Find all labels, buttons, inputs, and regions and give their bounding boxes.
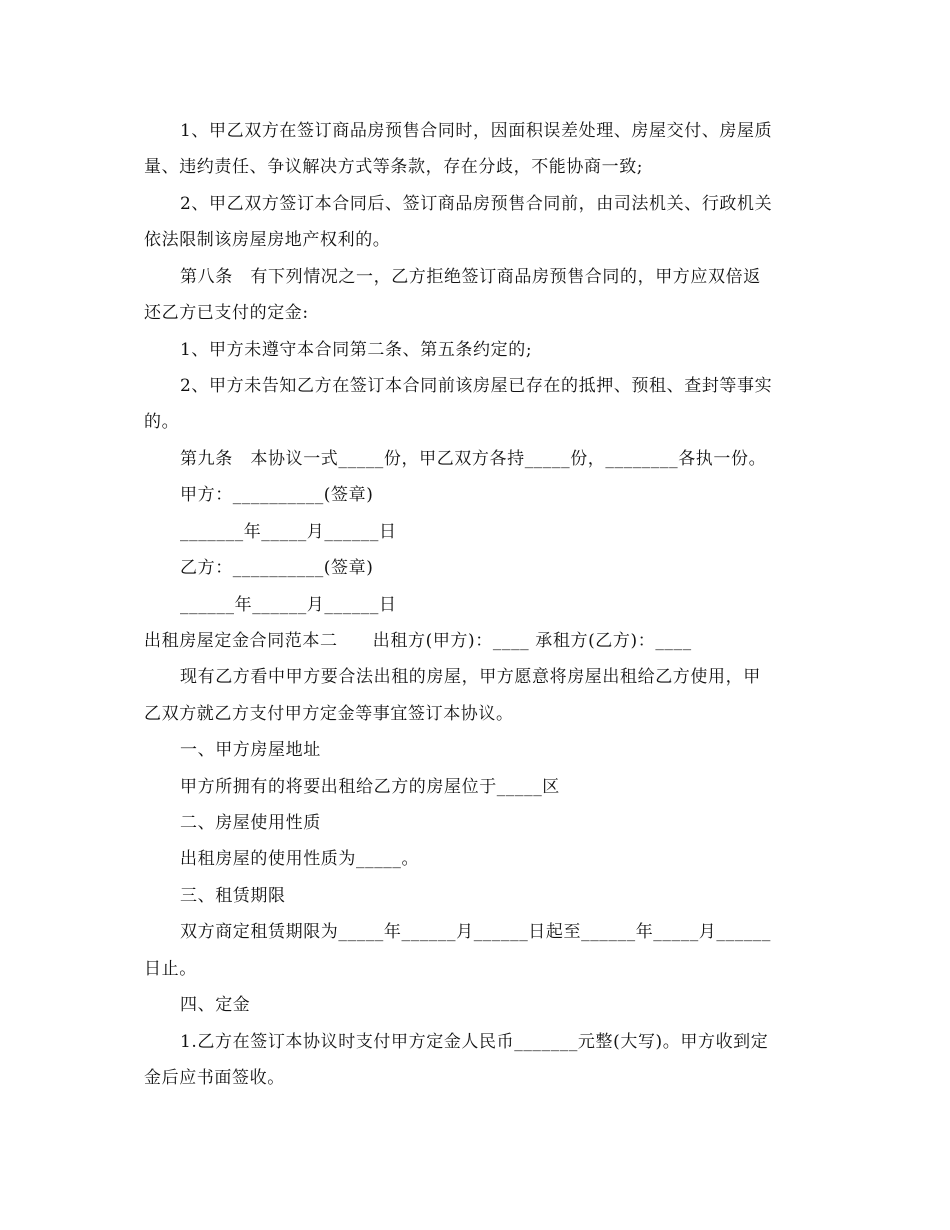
signature-line-party-b: 乙方：__________(签章) xyxy=(180,558,374,578)
paragraph-line: 甲方所拥有的将要出租给乙方的房屋位于_____区 xyxy=(180,777,560,797)
date-line: _______年_____月______日 xyxy=(180,522,397,542)
paragraph-line: 2、甲乙双方签订本合同后、签订商品房预售合同前，由司法机关、行政机关 xyxy=(180,194,773,214)
section-heading: 三、租赁期限 xyxy=(180,886,286,906)
section-heading: 一、甲方房屋地址 xyxy=(180,740,321,760)
section-heading: 二、房屋使用性质 xyxy=(180,813,321,833)
paragraph-line: 2、甲方未告知乙方在签订本合同前该房屋已存在的抵押、预租、查封等事实 xyxy=(180,376,773,396)
paragraph-line: 金后应书面签收。 xyxy=(144,1068,285,1088)
paragraph-line: 双方商定租赁期限为_____年______月______日起至______年_____月______ xyxy=(180,922,771,942)
paragraph-line: 还乙方已支付的定金: xyxy=(144,303,309,323)
paragraph-line: 1.乙方在签订本协议时支付甲方定金人民币_______元整(大写)。甲方收到定 xyxy=(180,1032,769,1052)
paragraph-line: 量、违约责任、争议解决方式等条款，存在分歧，不能协商一致; xyxy=(144,157,644,177)
paragraph-line: 现有乙方看中甲方要合法出租的房屋，甲方愿意将房屋出租给乙方使用，甲 xyxy=(180,667,761,687)
paragraph-line: 的。 xyxy=(144,412,180,432)
signature-line-party-a: 甲方：__________(签章) xyxy=(180,485,374,505)
paragraph-line: 1、甲方未遵守本合同第二条、第五条约定的; xyxy=(180,340,533,360)
section-title-line: 出租房屋定金合同范本二 出租方(甲方)：____ 承租方(乙方)：____ xyxy=(144,631,692,651)
paragraph-line: 1、甲乙双方在签订商品房预售合同时，因面积误差处理、房屋交付、房屋质 xyxy=(180,121,773,141)
date-line: ______年______月______日 xyxy=(180,595,397,615)
paragraph-line: 日止。 xyxy=(144,959,197,979)
article-heading-line: 第八条 有下列情况之一，乙方拒绝签订商品房预售合同的，甲方应双倍返 xyxy=(180,267,761,287)
paragraph-line: 乙双方就乙方支付甲方定金等事宜签订本协议。 xyxy=(144,704,514,724)
paragraph-line: 依法限制该房屋房地产权利的。 xyxy=(144,230,391,250)
paragraph-line: 出租房屋的使用性质为_____。 xyxy=(180,849,420,869)
article-heading-line: 第九条 本协议一式_____份，甲乙双方各持_____份，________各执一份。 xyxy=(180,449,767,469)
section-heading: 四、定金 xyxy=(180,995,251,1015)
